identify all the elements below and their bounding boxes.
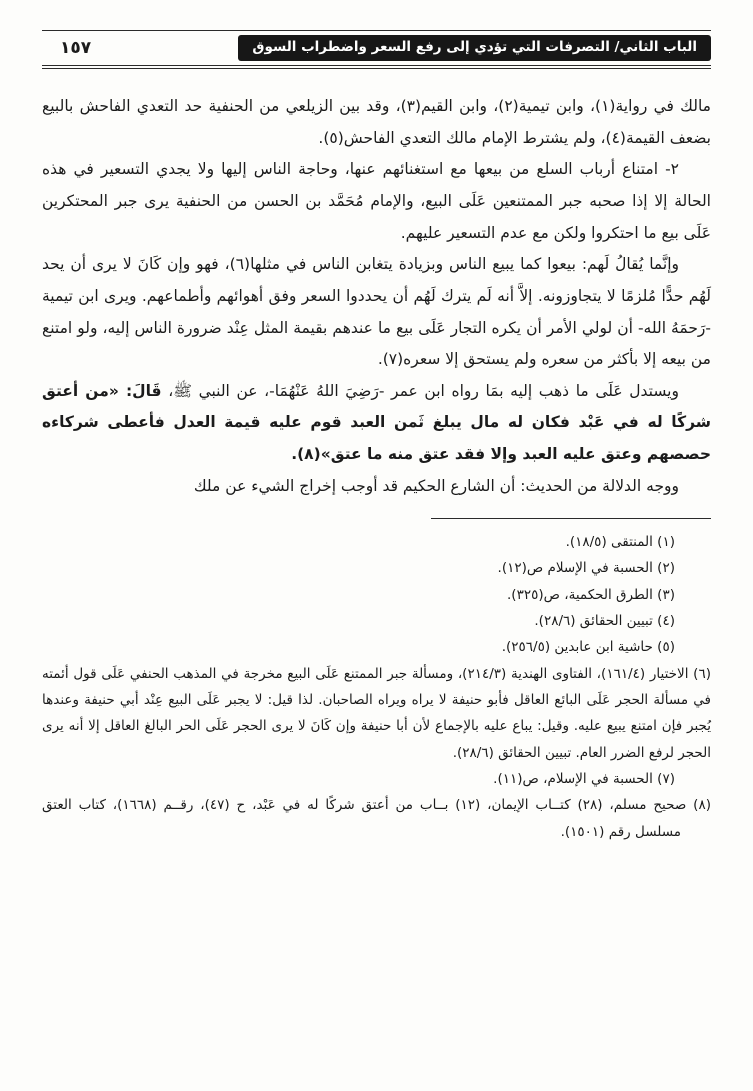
body-paragraph: ٢- امتناع أرباب السلع من بيعها مع استغنائهم عنها، وحاجة الناس إليها ولا يجدي التسعير في هذه الحالة إلا إذا صحبه جبر الممتنعين عَلَى البيع، والإمام مُحَمَّد بن الحسن من الحنفية يرى جبر المحتكرين عَلَى بيع ما احتكروا ولكن مع عدم التسعير عليهم.	[42, 160, 711, 242]
footnote: (٨) صحيح مسلم، (٢٨) كتــاب الإيمان، (١٢) بــاب من أعتق شركًا له في عَبْد، ح (٤٧)، رقــم (١٦٦٨)، كتاب العتق مسلسل رقم (١٥٠١).	[42, 797, 711, 840]
chapter-title-bar: الباب الثاني/ التصرفات التي تؤدي إلى رفع السعر واضطراب السوق	[238, 35, 711, 61]
footnote: (٣) الطرق الحكمية، ص(٣٢٥).	[507, 586, 675, 603]
footnote: (٤) تبيين الحقائق (٢٨/٦).	[534, 613, 675, 630]
page-number: ١٥٧	[60, 38, 92, 59]
footnote: (٢) الحسبة في الإسلام ص(١٢).	[497, 560, 675, 577]
body-paragraph: وإنَّما يُقالُ لَهم: بيعوا كما يبيع الناس وبزيادة يتغابن الناس في مثلها(٦)، فهو وإن كَانَ لا يرى أن يحد لَهُم حدًّا مُلزمًا لا يتجاوزونه. إلاَّ أنه لَم يترك لَهُم أن يحددوا السعر وفق أهوائهم وأطماعهم. ويرى ابن تيمية -رَحمَهُ الله- أن لولي الأمر أن يكره التجار عَلَى بيع ما عندهم بقيمة المثل عِنْد ضرورة الناس إليه، ولو امتنع من بيعه إلا بأكثر من سعره ولم يستحق إلا سعره(٧).	[42, 255, 711, 369]
page-header	[42, 30, 711, 69]
body-text	[42, 91, 711, 502]
hadith-lead: ويستدل عَلَى ما ذهب إليه بمَا رواه ابن عمر -رَضِيَ اللهُ عَنْهُمَا-، عن النبي ﷺ،	[161, 381, 679, 400]
footnotes-section	[42, 518, 711, 845]
footnote: (١) المنتقى (١٨/٥).	[565, 534, 675, 551]
footnote: (٥) حاشية ابن عابدين (٢٥٦/٥).	[501, 639, 675, 656]
footnote: (٦) الاختيار (١٦١/٤)، الفتاوى الهندية (٢١٤/٣)، ومسألة جبر الممتنع عَلَى البيع مخرجة في المذهب الحنفي عَلَى قول أئمته في مسألة الحجر عَلَى البائع العاقل فأبو حنيفة لا يراه ويراه الصاحبان. لذا قيل: لا يجبر عَلَى البيع عِنْد أبي حنيفة وعندها يُجبر فإن امتنع يبيع عليه. وقيل: يباع عليه بالإجماع لأن أبا حنيفة وإن كَانَ لا يرى الحجر عَلَى الحر البالغ العاقل إلا أنه يرى الحجر لرفع الضرر العام. تبيين الحقائق (٢٨/٦).	[42, 665, 711, 761]
header-row	[42, 35, 711, 61]
header-double-rule	[42, 65, 711, 69]
body-paragraph	[42, 376, 711, 471]
footnote-separator-rule	[431, 518, 711, 519]
body-paragraph: مالك في رواية(١)، وابن تيمية(٢)، وابن القيم(٣)، وقد بين الزيلعي من الحنفية حد التعدي الفاحش بالبيع بضعف القيمة(٤)، ولم يشترط الإمام مالك التعدي الفاحش(٥).	[42, 97, 711, 147]
footnote: (٧) الحسبة في الإسلام، ص(١١).	[493, 770, 675, 787]
body-paragraph: ووجه الدلالة من الحديث: أن الشارع الحكيم قد أوجب إخراج الشيء عن ملك	[193, 476, 679, 495]
hadith-quote: قَالَ: «من أعتق شركًا له في عَبْد فكان له مال يبلغ ثَمن العبد قوم عليه قيمة العدل فأعطى شركاءه حصصهم وعتق عليه العبد وإلا فقد عتق منه ما عتق»(٨).	[42, 381, 711, 463]
